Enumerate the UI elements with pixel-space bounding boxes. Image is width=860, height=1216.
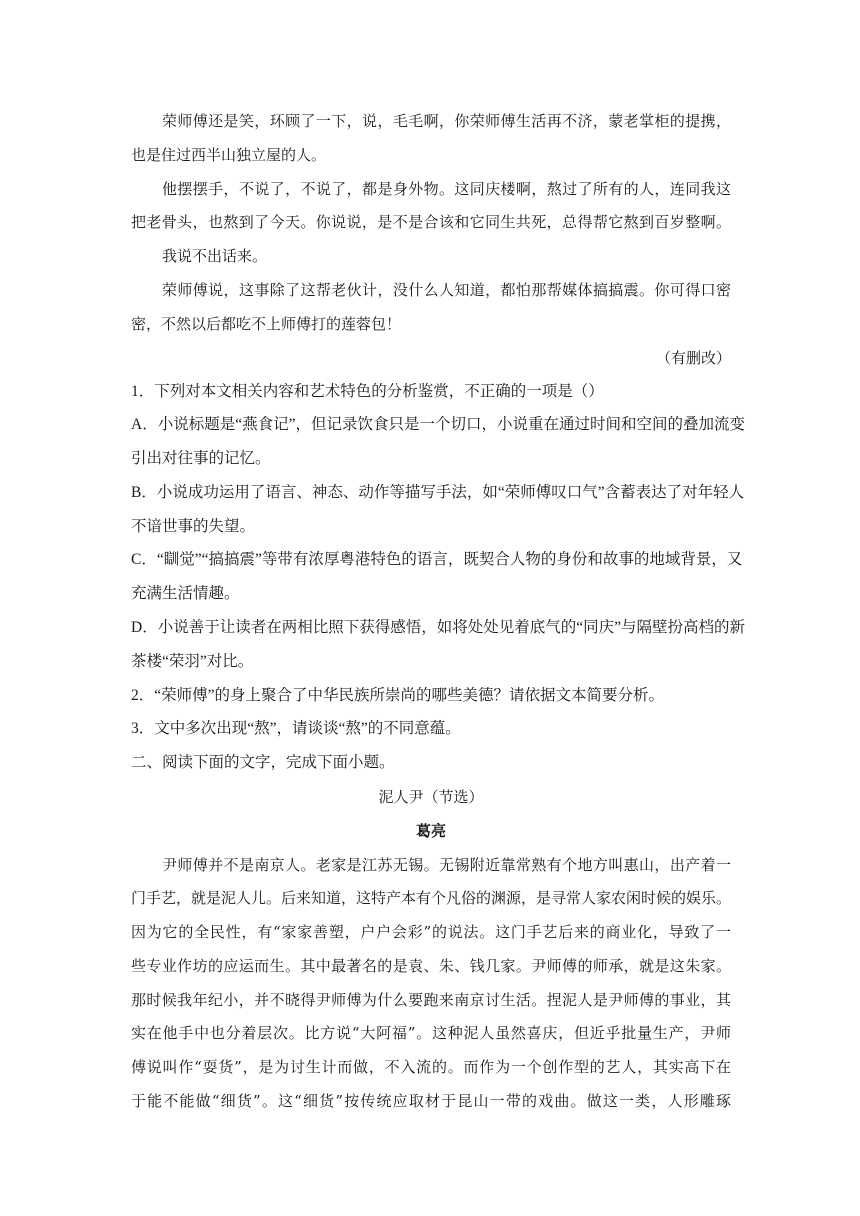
passage2-line7: 傅说叫作“耍货”，是为讨生计而做，不入流的。而作为一个创作型的艺人，其实高下在 <box>131 1058 731 1076</box>
passage2-line6: 实在他手中也分着层次。比方说“大阿福”。这种泥人虽然喜庆，但近乎批量生产，尹师 <box>131 1024 731 1042</box>
option-d-line1: D．小说善于让读者在两相比照下获得感悟，如将处处见着底气的“同庆”与隔壁扮高档的新 <box>131 619 745 636</box>
option-a-line1: A．小说标题是“燕食记”，但记录饮食只是一个切口，小说重在通过时间和空间的叠加流变 <box>131 416 745 433</box>
passage2-line1: 尹师傅并不是南京人。老家是江苏无锡。无锡附近靠常熟有个地方叫惠山，出产着一 <box>162 856 731 874</box>
passage1-p1-line2: 也是住过西半山独立屋的人。 <box>131 146 327 164</box>
story-author: 葛亮 <box>415 822 446 840</box>
passage2-line5: 那时候我年纪小，并不晓得尹师傅为什么要跑来南京讨生活。捏泥人是尹师傅的事业，其 <box>131 991 731 1009</box>
passage1-p2-line1: 他摆摆手，不说了，不说了，都是身外物。这同庆楼啊，熬过了所有的人，连同我这 <box>162 180 731 198</box>
passage1-p4-line1: 荣师傅说，这事除了这帮老伙计，没什么人知道，都怕那帮媒体搞搞震。你可得口密 <box>162 281 731 299</box>
passage1-p2-line2: 把老骨头，也熬到了今天。你说说，是不是合该和它同生共死，总得帮它熬到百岁整啊。 <box>131 213 731 231</box>
question-2: 2．“荣师傅”的身上聚合了中华民族所崇尚的哪些美德？请依据文本简要分析。 <box>131 687 665 704</box>
section-heading: 二、阅读下面的文字，完成下面小题。 <box>131 754 395 771</box>
passage1-p4-line2: 密，不然以后都吃不上师傅打的莲蓉包！ <box>131 315 402 333</box>
story-title: 泥人尹（节选） <box>378 788 484 806</box>
passage2-line8: 于能不能做“细货”。这“细货”按传统应取材于昆山一带的戏曲。做这一类，人形雕琢 <box>131 1092 731 1110</box>
passage2-line3: 因为它的全民性，有“家家善塑，户户会彩”的说法。这门手艺后来的商业化，导致了一 <box>131 923 731 941</box>
option-c-line1: C．“瞓觉”“搞搞震”等带有浓厚粤港特色的语言，既契合人物的身份和故事的地域背景，又 <box>131 551 743 568</box>
passage2-line4: 些专业作坊的应运而生。其中最著名的是袁、朱、钱几家。尹师傅的师承，就是这朱家。 <box>131 957 731 975</box>
option-b-line1: B．小说成功运用了语言、神态、动作等描写手法，如“荣师傅叹口气”含蓄表达了对年轻人 <box>131 484 745 501</box>
passage2-line2: 门手艺，就是泥人儿。后来知道，这特产本有个凡俗的渊源，是寻常人家农闲时候的娱乐。 <box>131 889 732 907</box>
option-b-line2: 不谙世事的失望。 <box>131 518 256 535</box>
passage1-p3: 我说不出话来。 <box>162 247 268 265</box>
option-a-line2: 引出对往事的记忆。 <box>131 450 271 467</box>
option-c-line2: 充满生活情趣。 <box>131 585 240 602</box>
option-d-line2: 茶楼“荣羽”对比。 <box>131 653 254 670</box>
question-1: 1．下列对本文相关内容和艺术特色的分析鉴赏，不正确的一项是（） <box>131 383 604 400</box>
source-note: （有删改） <box>655 349 731 367</box>
question-3: 3．文中多次出现“熬”，请谈谈“熬”的不同意蕴。 <box>131 720 461 737</box>
passage1-p1-line1: 荣师傅还是笑，环顾了一下，说，毛毛啊，你荣师傅生活再不济，蒙老掌柜的提携， <box>162 112 731 130</box>
